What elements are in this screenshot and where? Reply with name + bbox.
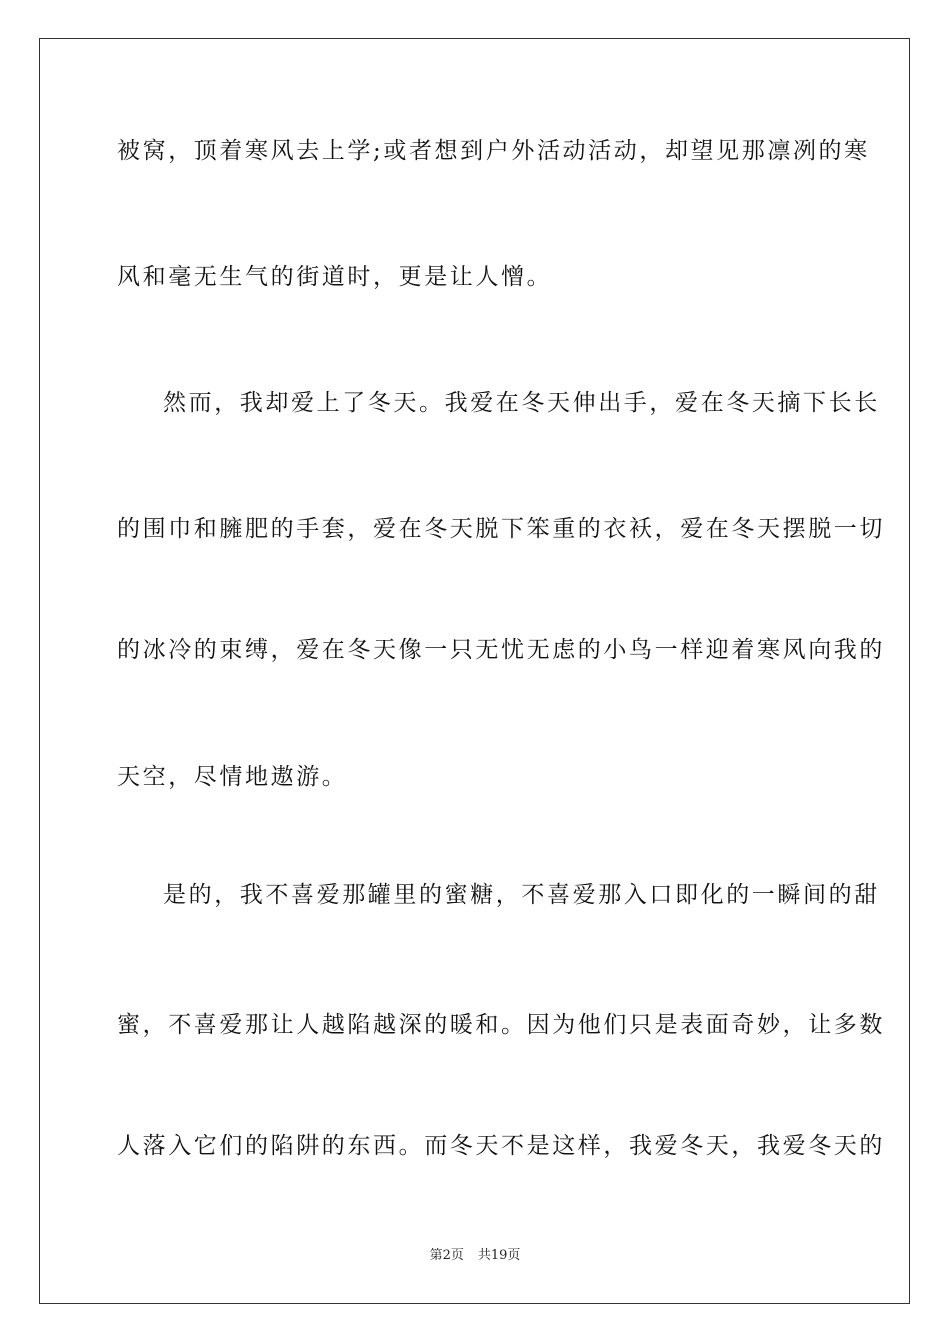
- text-line-8: 蜜，不喜爱那让人越陷越深的暖和。因为他们只是表面奇妙，让多数: [117, 1012, 885, 1038]
- text-line-3: 然而，我却爱上了冬天。我爱在冬天伸出手，爱在冬天摘下长长: [163, 390, 880, 416]
- page-total: 共19页: [477, 1248, 521, 1263]
- text-line-7: 是的，我不喜爱那罐里的蜜糖，不喜爱那入口即化的一瞬间的甜: [163, 882, 880, 908]
- text-line-2: 风和毫无生气的街道时，更是让人憎。: [117, 264, 553, 290]
- page-number: 第2页: [429, 1248, 464, 1263]
- page-border: [39, 38, 910, 1304]
- text-line-9: 人落入它们的陷阱的东西。而冬天不是这样，我爱冬天，我爱冬天的: [117, 1133, 885, 1159]
- text-line-5: 的冰冷的束缚，爱在冬天像一只无忧无虑的小鸟一样迎着寒风向我的: [117, 637, 885, 663]
- text-line-1: 被窝，顶着寒风去上学;或者想到户外活动活动，却望见那凛冽的寒: [117, 138, 870, 164]
- text-line-6: 天空，尽情地遨游。: [117, 764, 348, 790]
- page-footer: [0, 1247, 950, 1265]
- text-line-4: 的围巾和臃肥的手套，爱在冬天脱下笨重的衣袄，爱在冬天摆脱一切: [117, 516, 885, 542]
